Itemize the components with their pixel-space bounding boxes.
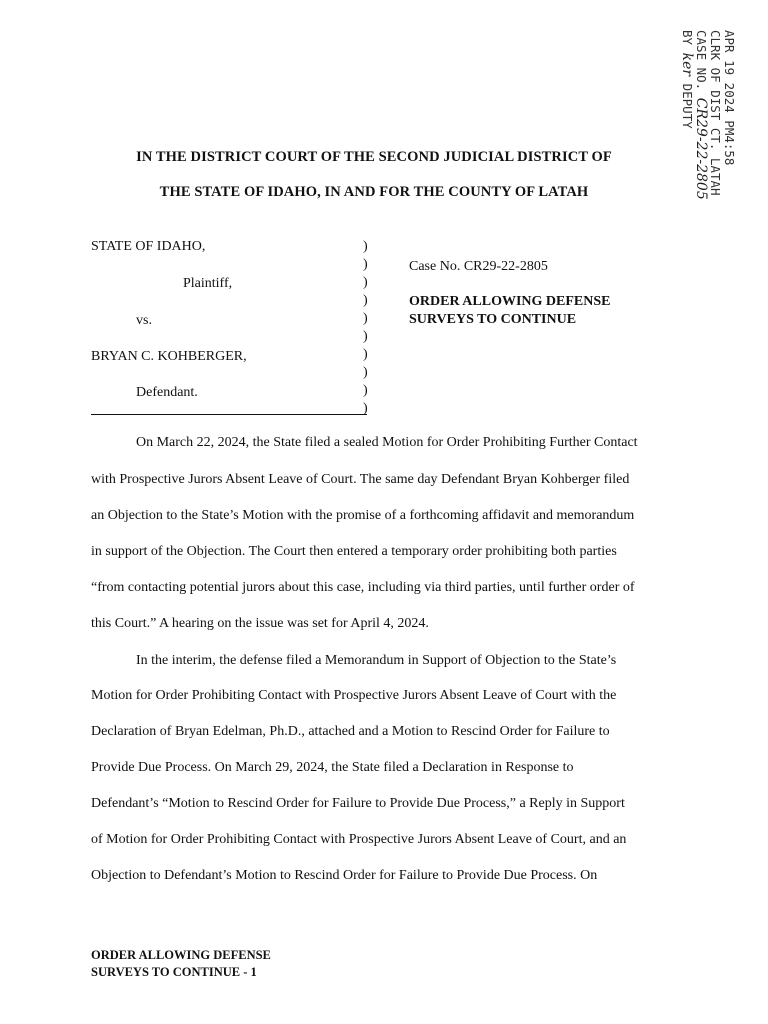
order-body <box>91 435 691 905</box>
body-line: Objection to Defendant’s Motion to Rescind Order for Failure to Provide Due Process. On <box>91 868 598 883</box>
case-caption <box>91 239 691 429</box>
paren: ) <box>363 275 368 290</box>
body-line: an Objection to the State’s Motion with the promise of a forthcoming affidavit and memorandum <box>91 508 635 523</box>
clerk-filing-stamp <box>679 30 737 240</box>
defendant-role: Defendant. <box>136 385 198 400</box>
body-line: in support of the Objection. The Court then entered a temporary order prohibiting both parties <box>91 544 617 559</box>
paren: ) <box>363 347 368 362</box>
page-footer <box>91 947 271 981</box>
stamp-deputy <box>680 30 694 240</box>
plaintiff-name: STATE OF IDAHO, <box>91 239 206 254</box>
stamp-case-no <box>694 30 708 240</box>
body-line: In the interim, the defense filed a Memorandum in Support of Objection to the State’s <box>136 653 617 668</box>
paren: ) <box>363 329 368 344</box>
stamp-deputy-signature: ker <box>679 52 695 77</box>
court-heading-line-1: IN THE DISTRICT COURT OF THE SECOND JUDICIAL DISTRICT OF <box>136 149 612 165</box>
stamp-by-label: BY <box>680 30 695 46</box>
footer-line-2: SURVEYS TO CONTINUE - 1 <box>91 965 257 979</box>
versus-label: vs. <box>136 313 152 328</box>
paren: ) <box>363 383 368 398</box>
paren: ) <box>363 293 368 308</box>
paren: ) <box>363 311 368 326</box>
body-line: On March 22, 2024, the State filed a sealed Motion for Order Prohibiting Further Contact <box>136 435 638 450</box>
body-line: “from contacting potential jurors about this case, including via third parties, until further order of <box>91 580 635 595</box>
body-line: Defendant’s “Motion to Rescind Order for Failure to Provide Due Process,” a Reply in Support <box>91 796 625 811</box>
body-line: Motion for Order Prohibiting Contact with Prospective Jurors Absent Leave of Court with the <box>91 688 617 703</box>
footer-line-1: ORDER ALLOWING DEFENSE <box>91 948 271 962</box>
defendant-name: BRYAN C. KOHBERGER, <box>91 349 247 364</box>
body-line: Declaration of Bryan Edelman, Ph.D., attached and a Motion to Rescind Order for Failure to <box>91 724 610 739</box>
body-line: this Court.” A hearing on the issue was set for April 4, 2024. <box>91 616 429 631</box>
caption-rule <box>91 414 367 415</box>
body-line: Provide Due Process. On March 29, 2024, the State filed a Declaration in Response to <box>91 760 574 775</box>
order-title-line-2: SURVEYS TO CONTINUE <box>409 312 577 327</box>
order-title <box>409 293 610 329</box>
stamp-clerk: CLRK OF DIST CT. LATAH <box>708 30 723 196</box>
case-number: Case No. CR29-22-2805 <box>409 259 548 274</box>
court-heading-line-2: THE STATE OF IDAHO, IN AND FOR THE COUNTY OF LATAH <box>159 184 589 200</box>
body-line: with Prospective Jurors Absent Leave of Court. The same day Defendant Bryan Kohberger filed <box>91 472 630 487</box>
paren: ) <box>363 257 368 272</box>
order-title-line-1: ORDER ALLOWING DEFENSE <box>409 294 611 309</box>
paren: ) <box>363 365 368 380</box>
stamp-case-no-label: CASE NO. <box>694 30 709 91</box>
stamp-date: APR 19 2024 PM4:58 <box>722 30 737 166</box>
paren: ) <box>363 239 368 254</box>
body-line: of Motion for Order Prohibiting Contact with Prospective Jurors Absent Leave of Court, and an <box>91 832 627 847</box>
stamp-case-no-handwritten: CR29-22-2805 <box>693 97 709 200</box>
plaintiff-role: Plaintiff, <box>183 276 233 291</box>
paren: ) <box>363 401 368 416</box>
stamp-deputy-label: DEPUTY <box>680 83 695 129</box>
